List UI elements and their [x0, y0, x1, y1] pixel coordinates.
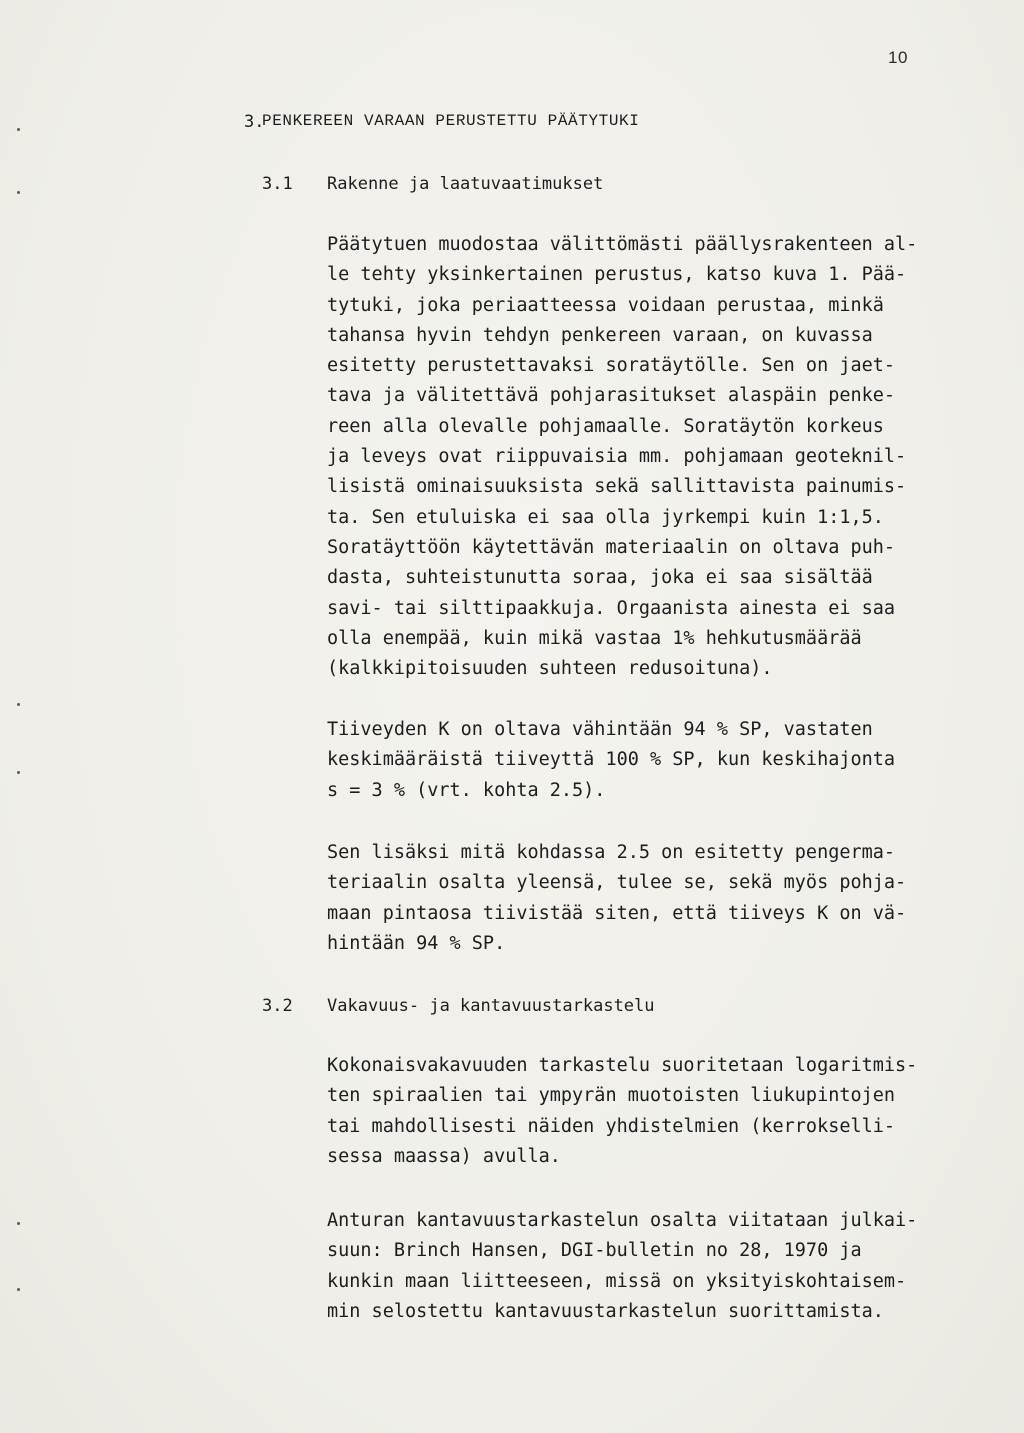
scan-mark — [17, 703, 20, 706]
scan-mark — [17, 1222, 20, 1225]
paragraph: Päätytuen muodostaa välittömästi päällysrakenteen al- le tehty yksinkertainen perustus, katso kuva 1. Pää- tytuki, joka periaatteessa voidaan perustaa, minkä tahansa hyvin tehdyn penkereen varaan, on kuvassa esitetty perustettavaksi soratäytölle. Sen on jaet- tava ja välitettävä pohjarasitukset alaspäin penke- reen alla olevalle pohjamaalle. Soratäytön korkeus ja leveys ovat riippuvaisia mm. pohjamaan geoteknil- lisistä ominaisuuksista sekä sallittavista painumis- ta. Sen etuluiska ei saa olla jyrkempi kuin 1:1,5. Soratäyttöön käytettävän materiaalin on oltava puh- dasta, suhteistunutta soraa, joka ei saa sisältää savi- tai silttipaakkuja. Orgaanista ainesta ei saa olla enempää, kuin mikä vastaa 1% hehkutusmäärää (kalkkipitoisuuden suhteen redusoituna). — [327, 234, 918, 680]
scan-mark — [17, 771, 20, 774]
paragraph: Tiiveyden K on oltava vähintään 94 % SP, vastaten keskimääräistä tiiveyttä 100 % SP, kun keskihajonta s = 3 % (vrt. kohta 2.5). — [327, 719, 896, 801]
scan-mark — [17, 128, 20, 131]
section-title: PENKEREEN VARAAN PERUSTETTU PÄÄTYTUKI — [262, 112, 640, 130]
subsection-number: 3.2 — [262, 996, 293, 1016]
page-number: 10 — [888, 48, 908, 67]
subsection-number: 3.1 — [262, 174, 293, 194]
scan-mark — [17, 1288, 20, 1291]
paragraph: Sen lisäksi mitä kohdassa 2.5 on esitetty pengerma- teriaalin osalta yleensä, tulee se, sekä myös pohja- maan pintaosa tiivistää siten, että tiiveys K on vä- hintään 94 % SP. — [327, 842, 907, 954]
section-number: 3. — [244, 112, 265, 132]
subsection-title: Vakavuus- ja kantavuustarkastelu — [327, 996, 655, 1016]
paragraph: Kokonaisvakavuuden tarkastelu suoritetaan logaritmis- ten spiraalien tai ympyrän muotoisten liukupintojen tai mahdollisesti näiden yhdistelmien (kerrokselli- sessa maassa) avulla. — [327, 1055, 918, 1167]
paragraph: Anturan kantavuustarkastelun osalta viitataan julkai- suun: Brinch Hansen, DGI-bulletin no 28, 1970 ja kunkin maan liitteeseen, missä on yksityiskohtaisem- min selostettu kantavuustarkastelun suorittamista. — [327, 1210, 918, 1322]
subsection-title: Rakenne ja laatuvaatimukset — [327, 174, 604, 194]
scan-mark — [17, 191, 20, 194]
